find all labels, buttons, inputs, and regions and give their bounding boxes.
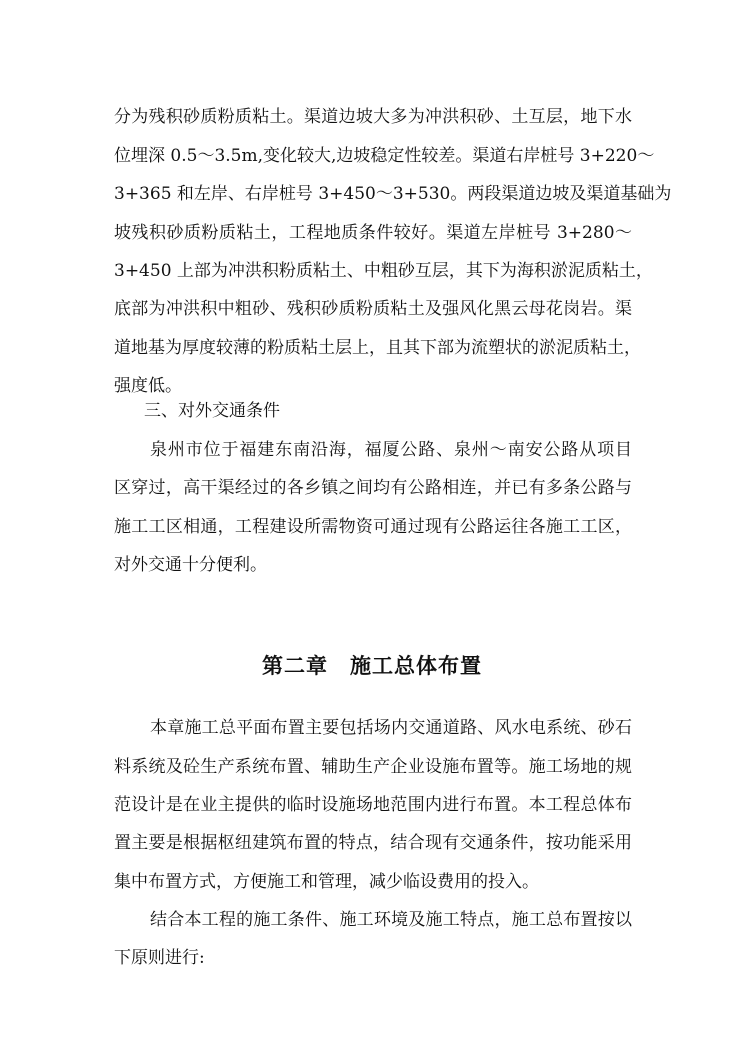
transport-line-4: 对外交通十分便利。 <box>114 555 267 575</box>
geology-line-6: 底部为冲洪积中粗砂、残积砂质粉质粘土及强风化黑云母花岗岩。渠 <box>114 299 632 319</box>
geology-line-8: 强度低。 <box>114 376 182 396</box>
layout-intro-line-4: 置主要是根据枢纽建筑布置的特点，结合现有交通条件，按功能采用 <box>114 833 632 853</box>
layout-intro-line-2: 料系统及砼生产系统布置、辅助生产企业设施布置等。施工场地的规 <box>114 757 632 777</box>
geology-line-5: 3+450 上部为冲洪积粉质粘土、中粗砂互层，其下为海积淤泥质粘土， <box>114 261 653 281</box>
layout-intro-line-3: 范设计是在业主提供的临时设施场地范围内进行布置。本工程总体布 <box>114 795 632 815</box>
layout-intro-line-5: 集中布置方式，方便施工和管理，减少临设费用的投入。 <box>114 872 539 892</box>
layout-principles-line-1: 结合本工程的施工条件、施工环境及施工特点，施工总布置按以 <box>150 910 632 930</box>
layout-principles-line-2: 下原则进行: <box>114 948 205 968</box>
transport-line-2: 区穿过，高干渠经过的各乡镇之间均有公路相连，并已有多条公路与 <box>114 478 632 498</box>
geology-line-2: 位埋深 0.5～3.5m,变化较大,边坡稳定性较差。渠道右岸桩号 3+220～ <box>114 146 655 166</box>
transport-line-3: 施工工区相通，工程建设所需物资可通过现有公路运往各施工工区， <box>114 517 632 537</box>
geology-line-1: 分为残积砂质粉质粘土。渠道边坡大多为冲洪积砂、土互层，地下水 <box>114 107 632 127</box>
geology-line-4: 坡残积砂质粉质粘土，工程地质条件较好。渠道左岸桩号 3+280～ <box>114 223 632 243</box>
chapter-title <box>0 652 744 680</box>
chapter-name: 施工总体布置 <box>350 654 482 678</box>
layout-intro-line-1: 本章施工总平面布置主要包括场内交通道路、风水电系统、砂石 <box>150 718 632 738</box>
chapter-number: 第二章 <box>262 654 328 678</box>
geology-line-7: 道地基为厚度较薄的粉质粘土层上，且其下部为流塑状的淤泥质粘土， <box>114 338 641 358</box>
section-heading-transport: 三、对外交通条件 <box>144 401 280 421</box>
geology-line-3: 3+365 和左岸、右岸桩号 3+450～3+530。两段渠道边坡及渠道基础为 <box>114 184 672 204</box>
transport-line-1: 泉州市位于福建东南沿海，福厦公路、泉州～南安公路从项目 <box>150 440 632 460</box>
